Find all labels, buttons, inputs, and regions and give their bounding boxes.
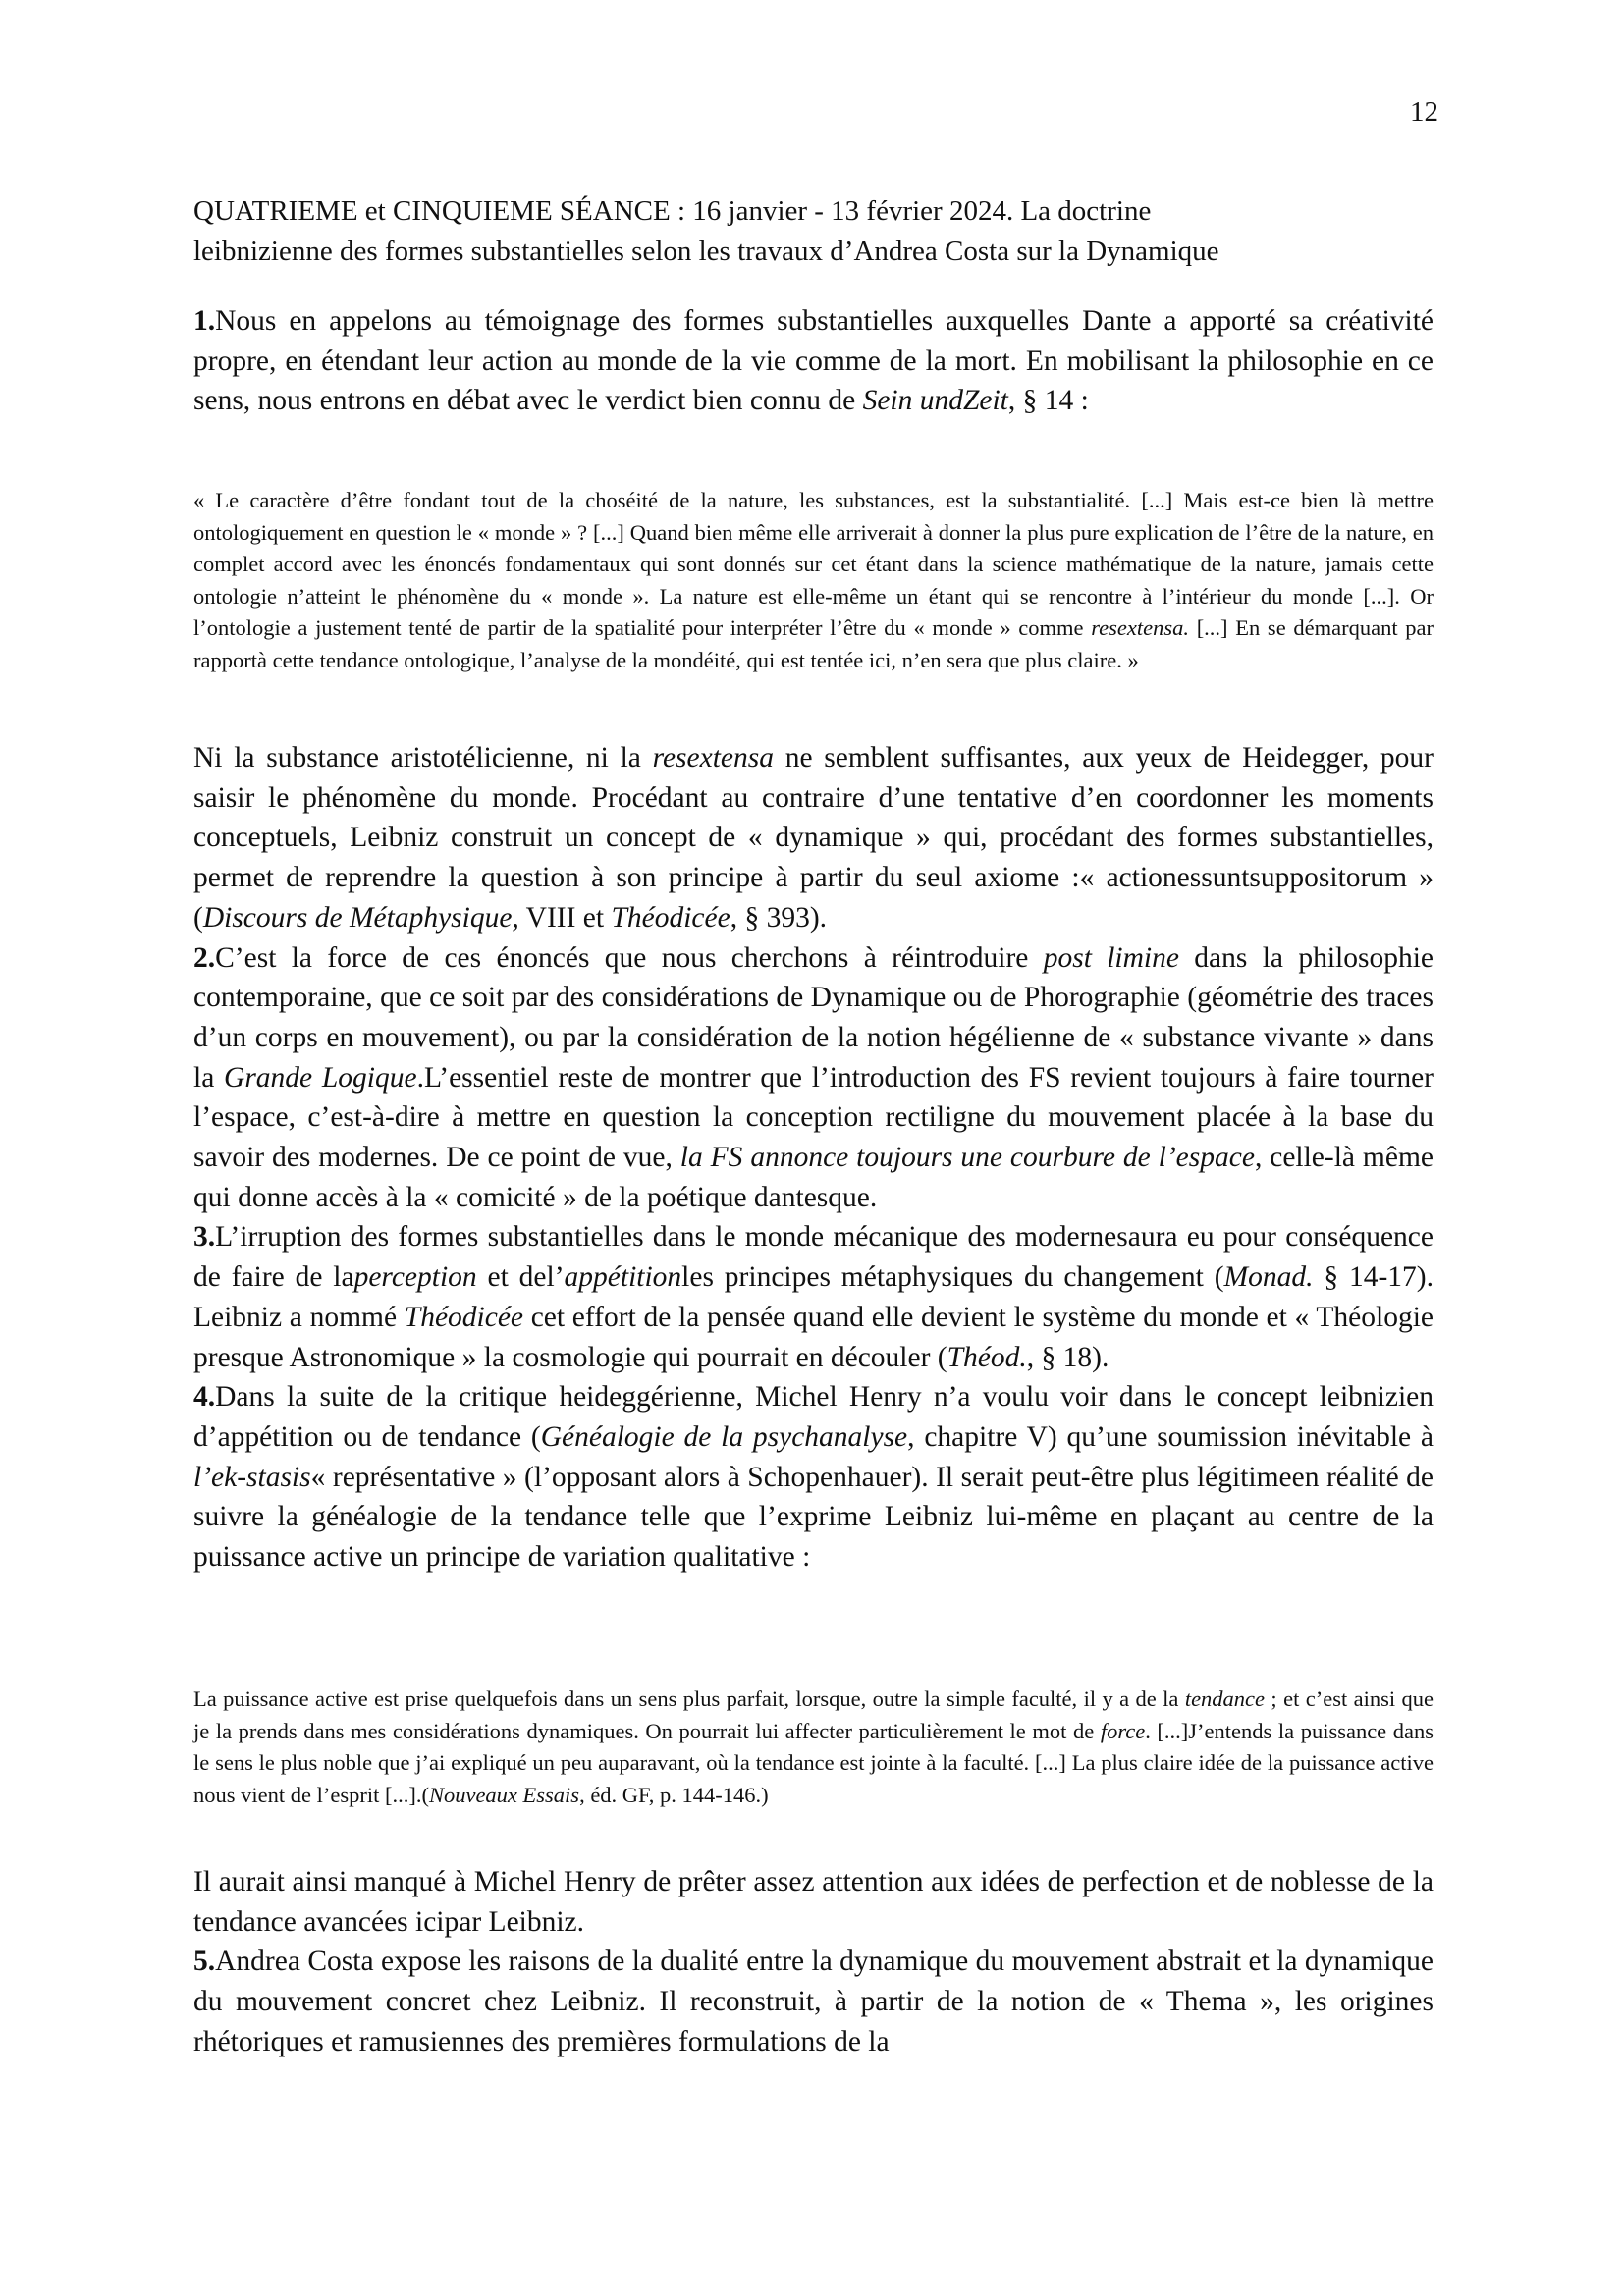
- heading-line-2: leibnizienne des formes substantielles selon les travaux d’Andrea Costa sur la Dynamique: [193, 236, 1219, 267]
- main-text-block: [193, 738, 1434, 1577]
- work-title: Théod.: [947, 1341, 1027, 1373]
- paragraph-number: 2.: [193, 941, 216, 974]
- text-run: cet effort de la pensée quand elle devient le système du monde et « Théologie presque Astronomique » la cosmologie qui pourrait en découler (: [193, 1301, 1434, 1373]
- quote-heidegger: [193, 485, 1434, 676]
- emphasis: tendance: [1184, 1686, 1266, 1711]
- quote-leibniz: [193, 1683, 1434, 1811]
- heading-line-1: QUATRIEME et CINQUIEME SÉANCE : 16 janvier - 13 février 2024. La doctrine: [193, 195, 1152, 227]
- paragraph-6: Il aurait ainsi manqué à Michel Henry de prêter assez attention aux idées de perfection et de noblesse de la tendance avancées icipar Leibniz.: [193, 1866, 1434, 1938]
- text-run: C’est la force de ces énoncés que nous cherchons à réintroduire: [215, 941, 1044, 974]
- paragraph-5: [193, 1377, 1434, 1577]
- text-run: Andrea Costa expose les raisons de la dualité entre la dynamique du mouvement abstrait et la dynamique du mouvement concret chez Leibniz. Il reconstruit, à partir de la notion de « Thema », les origines rhétoriques et ramusiennes des premières formulations de la: [193, 1946, 1434, 2057]
- text-run: « Le caractère d’être fondant tout de la choséité de la nature, les substances, est la substantialité. [...] Mais est-ce bien là mettre ontologiquement en question le « monde » ? [...] Quand bien même elle arriverait à donner la plus pure explication de l’être de la nature, en complet accord avec les énoncés fondamentaux qui sont donnés sur cet étant dans la science mathématique de la nature, jamais cette ontologie n’atteint le phénomène du « monde ». La nature est elle-même un étant qui se rencontre à l’intérieur du monde [...]. Or l’ontologie a justement tenté de partir de la spatialité pour interpréter l’être du « monde » comme: [193, 488, 1434, 640]
- work-title: Grande Logique: [224, 1061, 417, 1094]
- emphasis: force: [1100, 1718, 1146, 1743]
- work-title: Monad.: [1223, 1261, 1314, 1294]
- closing-text-block: [193, 1862, 1434, 2062]
- work-title: Discours de Métaphysique,: [202, 901, 519, 934]
- paragraph-4: [193, 1217, 1434, 1377]
- paragraph-number: 1.: [193, 305, 216, 337]
- paragraph-7: [193, 1942, 1434, 2061]
- text-run: dans la philosophie contemporaine, que ce soit par des considérations de Dynamique ou de Phorographie (géométrie des traces d’un corps en mouvement), ou par la considération de la notion hégélienne de « substance vivante » dans la: [193, 941, 1434, 1094]
- page-number: 12: [1410, 96, 1438, 128]
- text-run: ne semblent suffisantes, aux yeux de Heidegger, pour saisir le phénomène du monde. Procédant au contraire d’une tentative d’en coordonner les moments conceptuels, Leibniz construit un concept de « dynamique » qui, procédant des formes substantielles, permet de reprendre la question à son principe à partir du seul axiome :« actionessuntsuppositorum » (: [193, 742, 1434, 934]
- text-run: ; et c’est ainsi que je la prends dans mes considérations dynamiques. On pourrait lui affecter particulièrement le mot de: [193, 1686, 1434, 1743]
- text-run: , chapitre V) qu’une soumission inévitable à: [907, 1420, 1434, 1453]
- emphasis: l’ek-stasis: [193, 1461, 311, 1493]
- work-title: Théodicée: [611, 901, 730, 934]
- text-run: Nous en appelons au témoignage des formes substantielles auxquelles Dante a apporté sa créativité propre, en étendant leur action au monde de la vie comme de la mort. En mobilisant la philosophie en ce sens, nous entrons en débat avec le verdict bien connu de: [193, 305, 1434, 417]
- text-run: , éd. GF, p. 144-146.): [579, 1782, 769, 1807]
- text-run: .L’essentiel reste de montrer que l’introduction des FS revient toujours à faire tourner l’espace, c’est-à-dire à mettre en question la conception rectiligne du mouvement placée à la base du savoir des modernes. De ce point de vue,: [193, 1061, 1434, 1174]
- paragraph-number: 3.: [193, 1221, 216, 1254]
- text-run: Ni la substance aristotélicienne, ni la: [193, 742, 653, 774]
- work-title: Nouveaux Essais: [428, 1782, 580, 1807]
- work-title: Généalogie de la psychanalyse: [540, 1420, 908, 1453]
- text-run: . [...]J’entends la puissance dans le sens le plus noble que j’ai expliqué un peu auparavant, où la tendance est jointe à la faculté. [...] La plus claire idée de la puissance active nous vient de l’esprit [...].(: [193, 1718, 1434, 1807]
- text-run: , § 14 :: [1007, 385, 1089, 417]
- text-run: [...] En se démarquant par rapportà cette tendance ontologique, l’analyse de la mondéité, qui est tentée ici, n’en sera que plus claire. »: [193, 615, 1434, 672]
- paragraph-3: [193, 938, 1434, 1218]
- work-title: Théodicée: [404, 1301, 524, 1333]
- text-run: § 14-17). Leibniz a nommé: [193, 1261, 1434, 1333]
- text-run: et del’: [476, 1261, 565, 1294]
- text-run: , § 18).: [1026, 1341, 1109, 1373]
- work-title: Sein undZeit: [862, 385, 1008, 417]
- text-run: La puissance active est prise quelquefois dans un sens plus parfait, lorsque, outre la simple faculté, il y a de la: [193, 1686, 1185, 1711]
- emphasis: post limine: [1043, 941, 1179, 974]
- text-run: Dans la suite de la critique heideggérienne, Michel Henry n’a voulu voir dans le concept leibnizien d’appétition ou de tendance (: [193, 1381, 1434, 1453]
- session-heading: [193, 191, 1440, 272]
- paragraph-1: [193, 301, 1434, 421]
- paragraph-number: 4.: [193, 1381, 216, 1414]
- emphasis: appétition: [564, 1261, 682, 1294]
- text-run: les principes métaphysiques du changement (: [681, 1261, 1224, 1294]
- text-run: , celle-là même qui donne accès à la « comicité » de la poétique dantesque.: [193, 1142, 1434, 1213]
- emphasis: resextensa.: [1091, 615, 1189, 640]
- text-run: , § 393).: [730, 901, 828, 934]
- emphasis: resextensa: [652, 742, 774, 774]
- emphasis: la FS annonce toujours une courbure de l’espace: [679, 1142, 1255, 1174]
- paragraph-2: [193, 738, 1434, 938]
- emphasis: perception: [353, 1261, 477, 1294]
- text-run: « représentative » (l’opposant alors à Schopenhauer). Il serait peut-être plus légitimeen réalité de suivre la généalogie de la tendance telle que l’exprime Leibniz lui-même en plaçant au centre de la puissance active un principe de variation qualitative :: [193, 1461, 1434, 1574]
- paragraph-number: 5.: [193, 1946, 216, 1978]
- text-run: VIII et: [518, 901, 612, 934]
- text-run: L’irruption des formes substantielles dans le monde mécanique des modernesaura eu pour conséquence de faire de la: [193, 1221, 1434, 1294]
